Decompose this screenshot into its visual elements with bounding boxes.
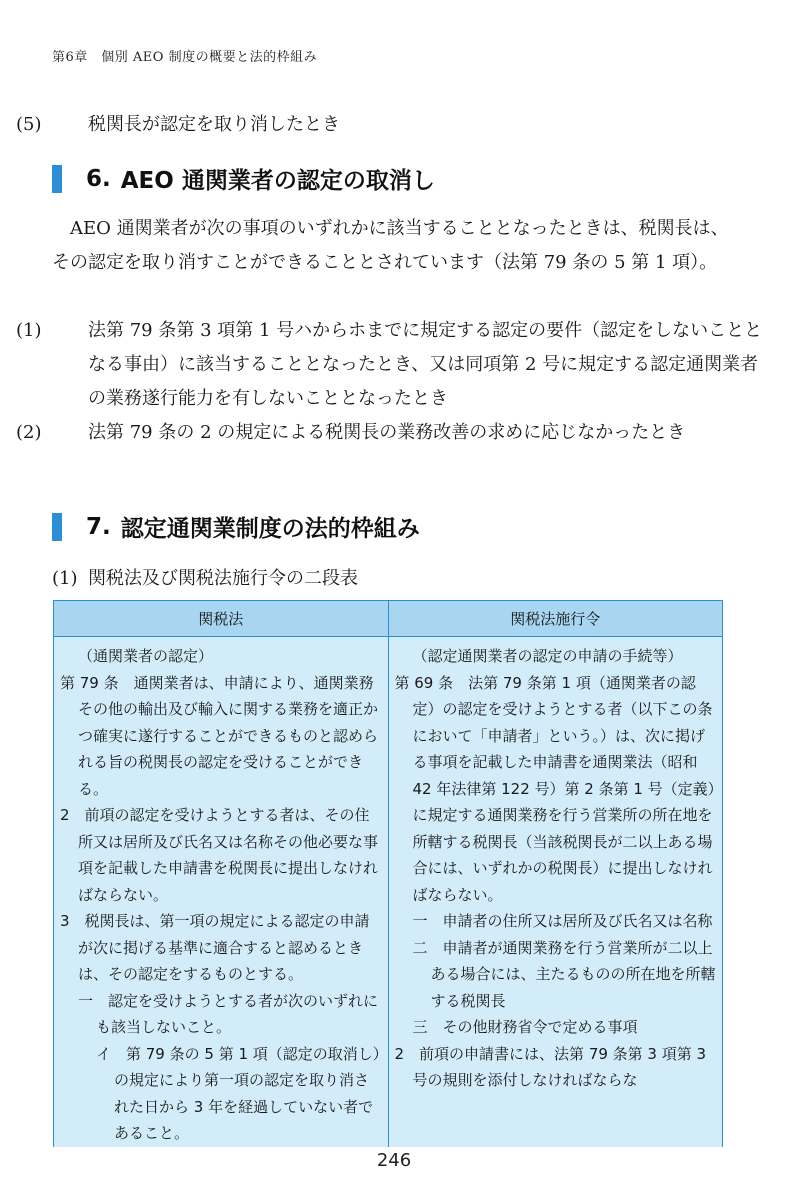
page-number: 246	[376, 1150, 412, 1171]
right-para-2: 2 前項の申請書には、法第 79 条第 3 項第 3 号の規則を添付しなければならな	[394, 1044, 707, 1089]
section-7-title: 認定通関業制度の法的枠組み	[120, 516, 420, 542]
section-6-item-2-text: 法第 79 条の 2 の規定による税関長の業務改善の求めに応じなかったとき	[88, 422, 686, 443]
left-column-cell	[54, 637, 389, 1147]
table-header-row	[54, 601, 723, 637]
left-item-1: 一 認定を受けようとする者が次のいずれにも該当しないこと。	[78, 991, 379, 1036]
section-7-subheading-number: (1)	[52, 568, 78, 589]
running-head: 第6章 個別 AEO 制度の概要と法的枠組み	[52, 50, 318, 65]
left-para-3: 3 税関長は、第一項の規定による認定の申請が次に掲げる基準に適合すると認めるときは、その認定をするものとする。	[60, 912, 370, 983]
law-comparison-table	[53, 600, 723, 1147]
right-column-cell	[388, 637, 723, 1147]
right-article: 第 69 条 法第 79 条第 1 項（通関業者の認定）の認定を受けようとする者（以下この条において「申請者」という。）は、次に掲げる事項を記載した申請書を通関業法（昭和 42 年法律第 122 号）第 2 条第 1 号（定義）に規定する通関業務を行う営業所の所在地を所轄する税関長（当該税関長が二以上ある場合には、いずれかの税関長）に提出しなければならない。	[394, 673, 716, 904]
section-7-heading	[52, 510, 732, 543]
section-6-body: AEO 通関業者が次の事項のいずれかに該当することとなったときは、税関長は、その認定を取り消すことができることとされています（法第 79 条の 5 第 1 項）。	[52, 218, 729, 273]
left-item-1-i: イ 第 79 条の 5 第 1 項（認定の取消し）の規定により第一項の認定を取り消された日から 3 年を経過していない者であること。	[96, 1044, 381, 1142]
table-row	[54, 637, 723, 1147]
section-6-number: 6.	[86, 165, 111, 192]
heading-bar-icon	[52, 165, 62, 193]
section-6-title: AEO 通関業者の認定の取消し	[120, 168, 435, 194]
table-header-customs-act: 関税法	[54, 601, 389, 637]
right-item-1: 一 申請者の住所又は居所及び氏名又は名称	[412, 912, 713, 930]
intro-item	[16, 108, 768, 142]
table-header-customs-order: 関税法施行令	[388, 601, 723, 637]
section-7-subheading	[52, 562, 732, 596]
left-caption: （通関業者の認定）	[78, 647, 214, 665]
right-item-3: 三 その他財務省令で定める事項	[412, 1018, 638, 1036]
right-item-2: 二 申請者が通関業務を行う営業所が二以上ある場合には、主たるものの所在地を所轄する税関長	[412, 938, 716, 1010]
left-article: 第 79 条 通関業者は、申請により、通関業務その他の輸出及び輸入に関する業務を適正かつ確実に遂行することができるものと認められる旨の税関長の認定を受けることができる。	[60, 673, 379, 798]
right-caption: （認定通関業者の認定の申請の手続等）	[412, 647, 683, 665]
section-6-heading	[52, 162, 732, 195]
section-6-item-1-number: (1)	[16, 320, 42, 341]
section-6-item-1	[16, 314, 768, 416]
section-7-number: 7.	[86, 513, 111, 540]
heading-bar-icon	[52, 513, 62, 541]
intro-item-number: (5)	[16, 114, 42, 135]
intro-item-text: 税関長が認定を取り消したとき	[88, 114, 340, 135]
section-6-item-2-number: (2)	[16, 422, 42, 443]
section-6-item-2	[16, 416, 768, 450]
section-7-subheading-text: 関税法及び関税法施行令の二段表	[88, 568, 358, 589]
section-6-item-1-text: 法第 79 条第 3 項第 1 号ハからホまでに規定する認定の要件（認定をしないこととなる事由）に該当することとなったとき、又は同項第 2 号に規定する認定通関業者の業務遂行能力を有しないこととなったとき	[88, 320, 763, 409]
left-para-2: 2 前項の認定を受けようとする者は、その住所又は居所及び氏名又は名称その他必要な事項を記載した申請書を税関長に提出しなければならない。	[60, 806, 379, 904]
